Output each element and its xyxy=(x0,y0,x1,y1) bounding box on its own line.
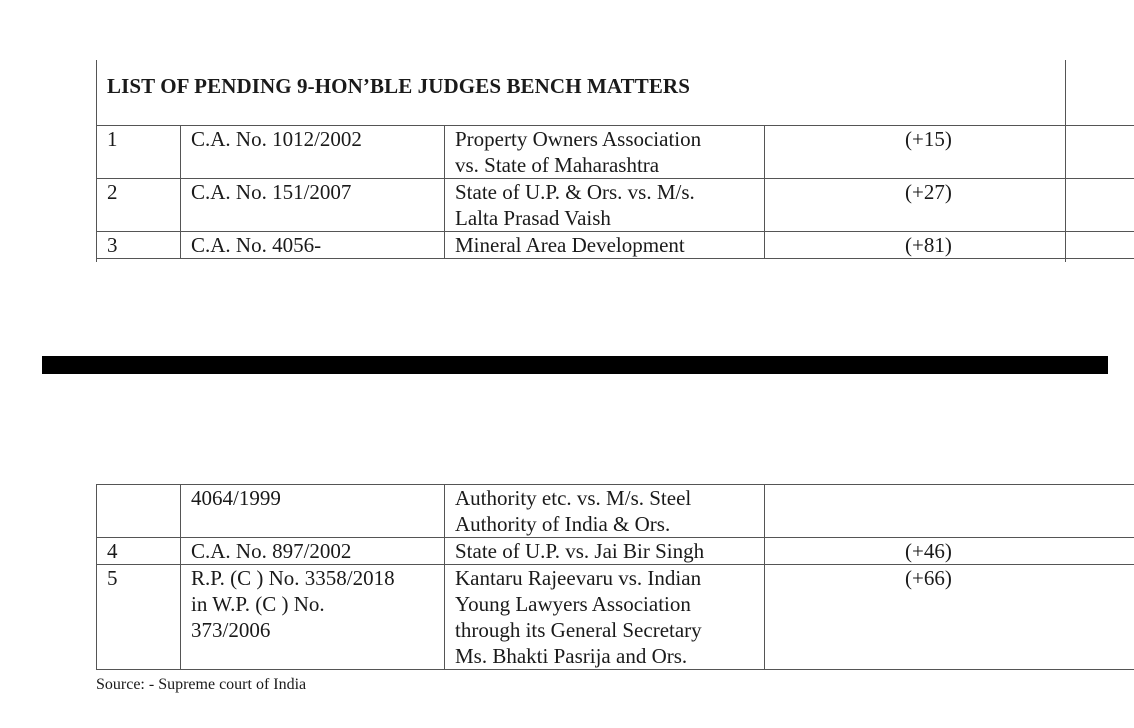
serial-number: 4 xyxy=(97,538,181,565)
cases-table-top xyxy=(96,125,1134,259)
case-number xyxy=(181,232,445,259)
case-line: 373/2006 xyxy=(191,618,271,642)
case-number xyxy=(181,538,445,565)
serial-number xyxy=(97,485,181,538)
parties xyxy=(445,232,765,259)
parties-line: State of U.P. & Ors. vs. M/s. xyxy=(455,180,695,204)
case-line: C.A. No. 4056- xyxy=(191,233,322,257)
connected-count xyxy=(765,485,1134,538)
serial-number: 5 xyxy=(97,565,181,670)
parties xyxy=(445,538,765,565)
parties xyxy=(445,179,765,232)
pending-matters-table-top xyxy=(96,60,1066,262)
case-line: R.P. (C ) No. 3358/2018 xyxy=(191,566,395,590)
parties xyxy=(445,565,765,670)
table-row xyxy=(97,485,1134,538)
parties-line: Authority of India & Ors. xyxy=(455,512,671,536)
parties-line: Authority etc. vs. M/s. Steel xyxy=(455,486,692,510)
parties-line: vs. State of Maharashtra xyxy=(455,153,660,177)
connected-count: (+27) xyxy=(765,179,1134,232)
table-row xyxy=(97,565,1134,670)
connected-count: (+81) xyxy=(765,232,1134,259)
cases-table-bottom xyxy=(96,484,1134,670)
table-row xyxy=(97,538,1134,565)
parties-line: Young Lawyers Association xyxy=(455,592,691,616)
serial-number: 1 xyxy=(97,126,181,179)
parties xyxy=(445,485,765,538)
table-row xyxy=(97,126,1134,179)
parties-line: State of U.P. vs. Jai Bir Singh xyxy=(455,539,705,563)
parties xyxy=(445,126,765,179)
connected-count: (+46) xyxy=(765,538,1134,565)
pending-matters-table-bottom xyxy=(96,484,1066,674)
connected-count: (+66) xyxy=(765,565,1134,670)
case-number xyxy=(181,179,445,232)
parties-line: Property Owners Association xyxy=(455,127,702,151)
case-number xyxy=(181,485,445,538)
parties-line: Mineral Area Development xyxy=(455,233,685,257)
parties-line: through its General Secretary xyxy=(455,618,702,642)
case-line: in W.P. (C ) No. xyxy=(191,592,325,616)
table-heading: LIST OF PENDING 9-HON’BLE JUDGES BENCH MATTERS xyxy=(107,74,690,98)
parties-line: Ms. Bhakti Pasrija and Ors. xyxy=(455,644,688,668)
case-line: C.A. No. 1012/2002 xyxy=(191,127,362,151)
case-line: C.A. No. 151/2007 xyxy=(191,180,352,204)
case-line: C.A. No. 897/2002 xyxy=(191,539,352,563)
serial-number: 3 xyxy=(97,232,181,259)
table-row xyxy=(97,179,1134,232)
case-line: 4064/1999 xyxy=(191,486,281,510)
case-number xyxy=(181,126,445,179)
serial-number: 2 xyxy=(97,179,181,232)
connected-count: (+15) xyxy=(765,126,1134,179)
table-row xyxy=(97,232,1134,259)
black-separator-bar xyxy=(42,356,1108,374)
source-note: Source: - Supreme court of India xyxy=(96,676,307,693)
parties-line: Kantaru Rajeevaru vs. Indian xyxy=(455,566,702,590)
parties-line: Lalta Prasad Vaish xyxy=(455,206,611,230)
case-number xyxy=(181,565,445,670)
